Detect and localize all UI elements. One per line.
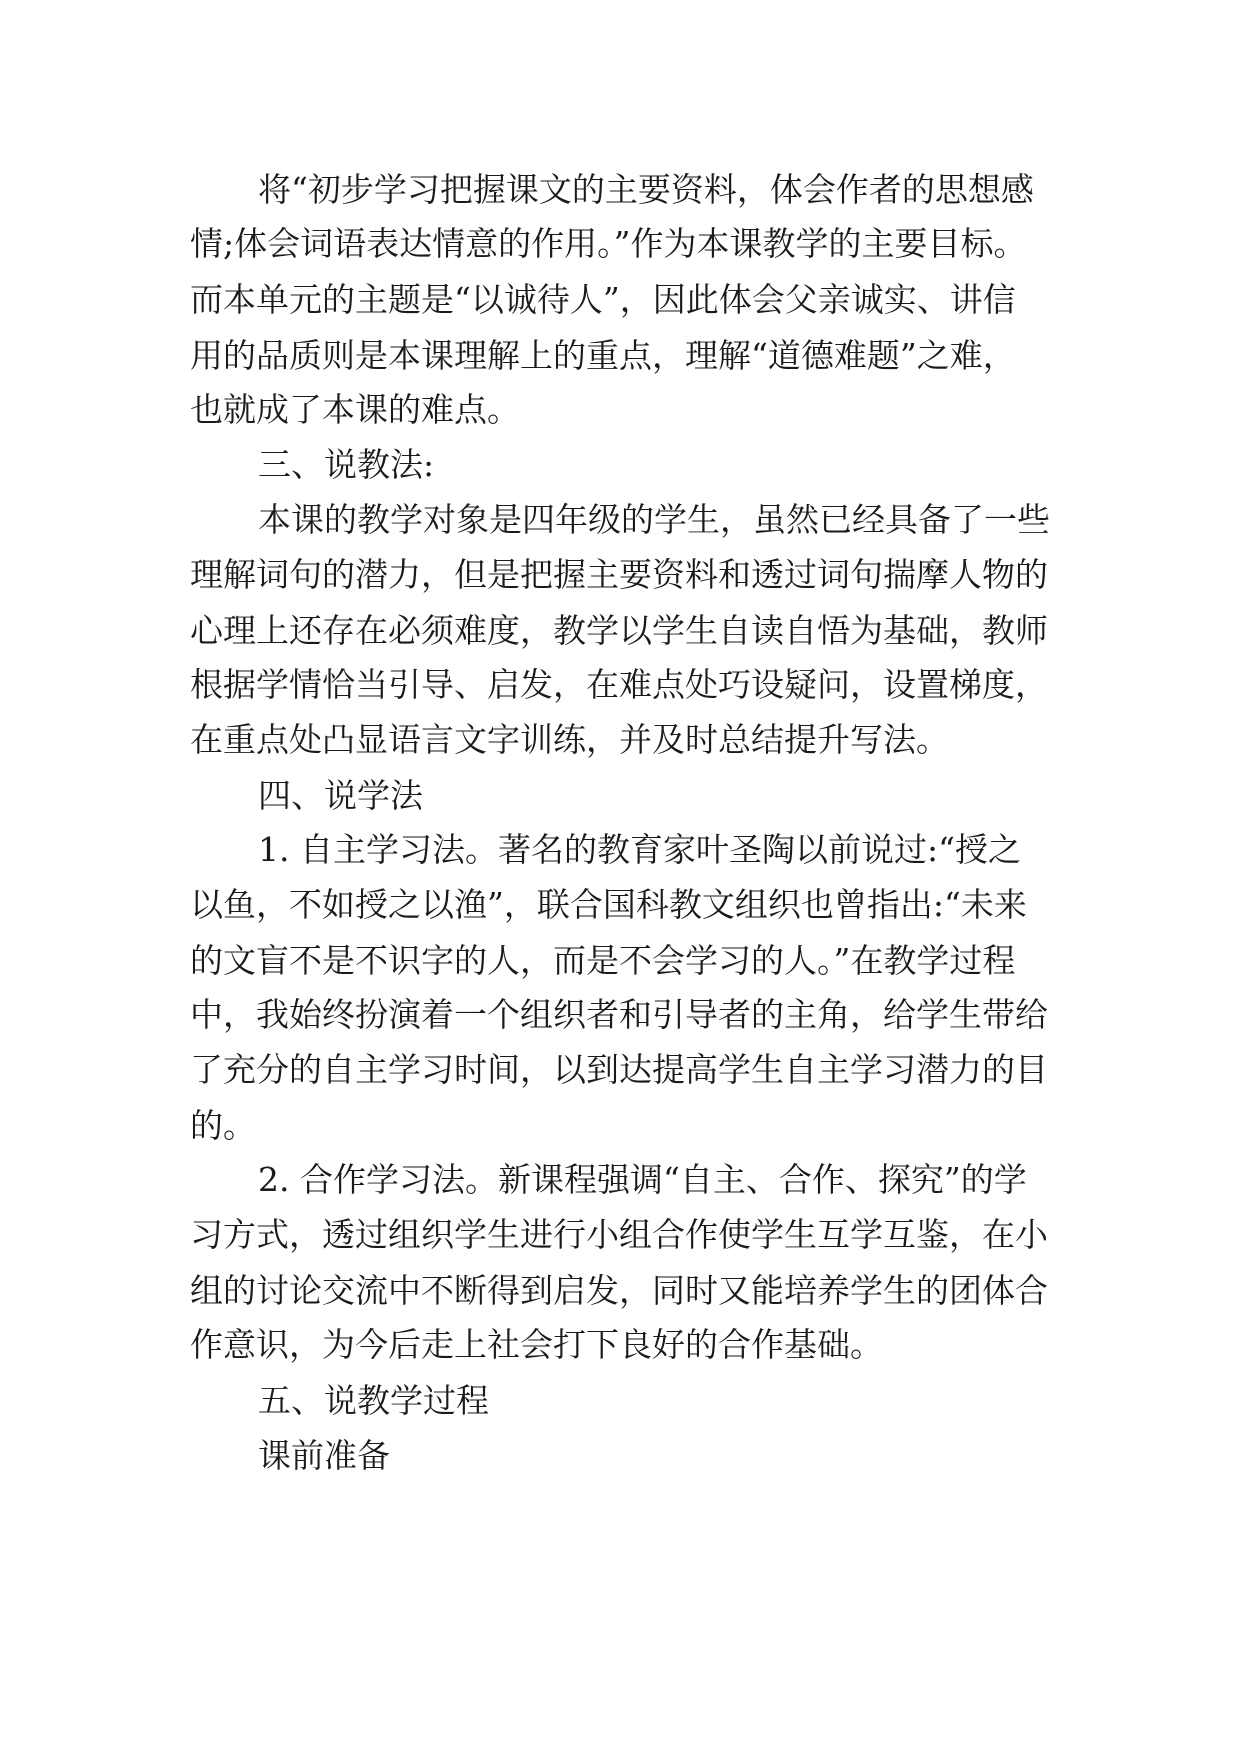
text-line: 将“初步学习把握课文的主要资料，体会作者的思想感 bbox=[258, 170, 1034, 209]
text-line: 中，我始终扮演着一个组织者和引导者的主角，给学生带给 bbox=[190, 995, 1048, 1034]
text-line: 作意识，为今后走上社会打下良好的合作基础。 bbox=[190, 1325, 883, 1364]
text-line: 1. 自主学习法。著名的教育家叶圣陶以前说过:“授之 bbox=[258, 830, 1021, 869]
text-line: 以鱼，不如授之以渔”，联合国科教文组织也曾指出:“未来 bbox=[190, 885, 1027, 924]
text-line: 习方式，透过组织学生进行小组合作使学生互学互鉴，在小 bbox=[190, 1215, 1048, 1254]
text-line: 的。 bbox=[190, 1106, 256, 1145]
text-line: 用的品质则是本课理解上的重点，理解“道德难题”之难， bbox=[190, 336, 1016, 375]
text-line: 的文盲不是不识字的人，而是不会学习的人。”在教学过程 bbox=[190, 941, 1016, 980]
text-line: 本课的教学对象是四年级的学生，虽然已经具备了一些 bbox=[258, 500, 1050, 539]
text-line: 组的讨论交流中不断得到启发，同时又能培养学生的团体合 bbox=[190, 1271, 1048, 1310]
text-line: 在重点处凸显语言文字训练，并及时总结提升写法。 bbox=[190, 720, 949, 759]
text-line: 而本单元的主题是“以诚待人”，因此体会父亲诚实、讲信 bbox=[190, 280, 1016, 319]
section-heading: 五、说教学过程 bbox=[258, 1381, 489, 1420]
text-line: 理解词句的潜力，但是把握主要资料和透过词句揣摩人物的 bbox=[190, 555, 1048, 594]
text-line: 心理上还存在必须难度，教学以学生自读自悟为基础，教师 bbox=[190, 611, 1048, 650]
text-line: 根据学情恰当引导、启发，在难点处巧设疑问，设置梯度， bbox=[190, 665, 1048, 704]
text-line: 2. 合作学习法。新课程强调“自主、合作、探究”的学 bbox=[258, 1160, 1027, 1199]
text-line: 情;体会词语表达情意的作用。”作为本课教学的主要目标。 bbox=[190, 224, 1027, 263]
section-heading: 四、说学法 bbox=[258, 776, 423, 815]
section-heading: 三、说教法: bbox=[258, 445, 435, 484]
text-line: 了充分的自主学习时间，以到达提高学生自主学习潜力的目 bbox=[190, 1050, 1048, 1089]
text-line: 也就成了本课的难点。 bbox=[190, 390, 520, 429]
text-line: 课前准备 bbox=[258, 1436, 390, 1475]
